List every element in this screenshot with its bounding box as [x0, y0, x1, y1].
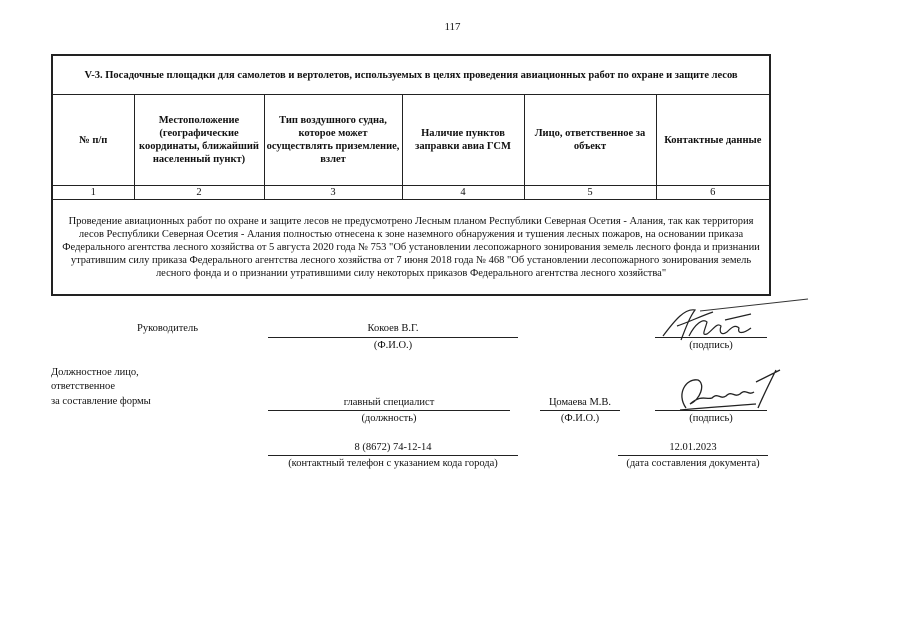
column-number: 3: [264, 186, 402, 200]
table-title: V-3. Посадочные площадки для самолетов и вертолетов, используемых в целях проведения авиационных работ по охране и защите лесов: [52, 55, 770, 95]
official-name-line: [540, 410, 620, 411]
header-cell-responsible-person: Лицо, ответственное за объект: [524, 95, 656, 186]
head-fio-caption: (Ф.И.О.): [373, 340, 413, 351]
header-cell-contacts: Контактные данные: [656, 95, 770, 186]
column-number: 6: [656, 186, 770, 200]
official-label-line2: ответственное: [51, 381, 116, 392]
phone-line: [268, 455, 518, 456]
official-label-line1: Должностное лицо,: [51, 367, 139, 378]
column-number: 1: [52, 186, 134, 200]
phone-value: 8 (8672) 74-12-14: [354, 442, 432, 453]
position-line: [268, 410, 510, 411]
date-line: [618, 455, 768, 456]
landing-sites-table: [51, 54, 771, 296]
head-handwritten-signature: [655, 300, 765, 350]
date-caption: (дата составления документа): [626, 458, 760, 469]
column-number: 5: [524, 186, 656, 200]
official-fio-caption: (Ф.И.О.): [560, 413, 600, 424]
header-cell-number: № п/п: [52, 95, 134, 186]
column-number: 2: [134, 186, 264, 200]
head-name: Кокоев В.Г.: [367, 323, 419, 334]
head-name-line: [268, 337, 518, 338]
header-cell-fuel-points: Наличие пунктов заправки авиа ГСМ: [402, 95, 524, 186]
header-cell-aircraft-type: Тип воздушного судна, которое может осуществлять приземление, взлет: [264, 95, 402, 186]
head-signature-caption: (подпись): [689, 340, 733, 351]
date-value: 12.01.2023: [669, 442, 717, 453]
official-label-line3: за составление формы: [51, 396, 151, 407]
official-handwritten-signature: [672, 364, 784, 426]
page-number: 117: [444, 21, 461, 33]
official-signature-caption: (подпись): [689, 413, 733, 424]
position-caption: (должность): [361, 413, 417, 424]
official-name: Цомаева М.В.: [548, 397, 612, 408]
header-cell-location: Местоположение (географические координаты, ближайший населенный пункт): [134, 95, 264, 186]
column-number: 4: [402, 186, 524, 200]
phone-caption: (контактный телефон с указанием кода города): [288, 458, 498, 469]
head-label: Руководитель: [137, 323, 198, 334]
position-value: главный специалист: [343, 397, 435, 408]
table-body-text: Проведение авиационных работ по охране и защите лесов не предусмотрено Лесным планом Республики Северная Осетия - Алания, так как территория лесов Республики Северная Осетия - Алания полностью отнесена к зоне наземного обнаружения и тушения лесных пожаров, на основании приказа Федерального агентства лесного хозяйства от 5 августа 2020 года № 753 "Об установлении лесопожарного зонирования земель лесного фонда и признании утратившим силу приказа Федерального агентства лесного хозяйства от 7 июня 2018 года № 468 "Об установлении лесопожарного зонирования земель лесного фонда и о признании утратившими силу некоторых приказов Федерального агентства лесного хозяйства": [52, 200, 770, 296]
